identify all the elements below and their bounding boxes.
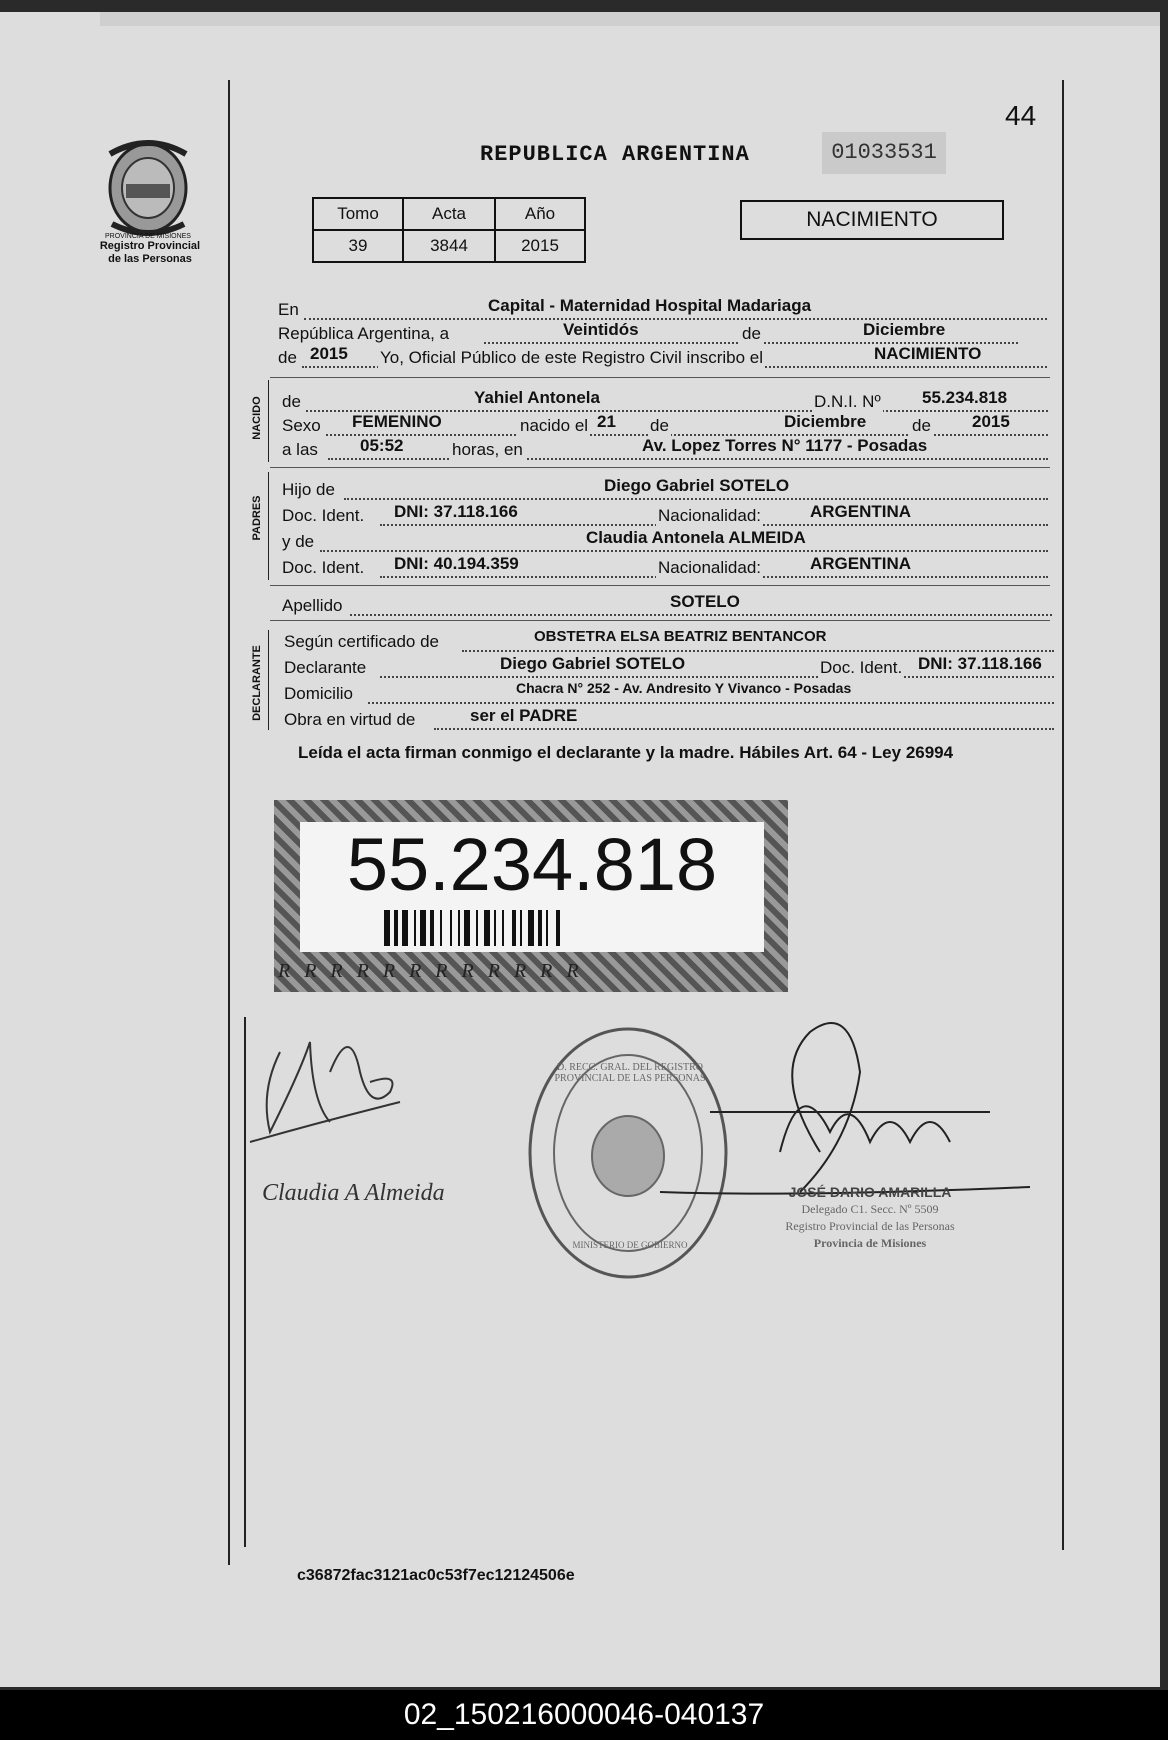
seal-outer-text: D. RECC. GRAL. DEL REGISTRO PROVINCIAL DE LAS PERSONAS: [554, 1062, 706, 1084]
barcode-bar: [458, 910, 460, 946]
doc-label: Doc. Ident.: [282, 558, 365, 577]
barcode-bar: [494, 910, 496, 946]
official-title-line4: Provincia de Misiones: [813, 1236, 927, 1250]
record-table-header: Año: [495, 198, 585, 230]
barcode-bar: [440, 910, 442, 946]
padres-side-label: PADRES: [251, 495, 263, 541]
domicilio-value: Chacra N° 252 - Av. Andresito Y Vivanco - Posadas: [516, 680, 852, 696]
emblem-lettering: PROVINCIA DE MISIONES: [105, 233, 191, 239]
barcode-bar: [546, 910, 548, 946]
barcode-bar: [384, 910, 390, 946]
barcode-bar: [464, 910, 470, 946]
obra-label: Obra en virtud de: [284, 710, 416, 729]
emblem-caption: [80, 240, 220, 266]
month-value: Diciembre: [863, 320, 946, 339]
barcode-bar: [394, 910, 398, 946]
emblem-caption-line1: Registro Provincial: [99, 240, 201, 252]
de-label: de: [912, 416, 931, 435]
year-value: 2015: [310, 344, 348, 363]
barcode-bars: [384, 910, 684, 946]
barcode-bar: [528, 910, 534, 946]
mother-name: Claudia Antonela ALMEIDA: [586, 528, 806, 547]
section-divider: [270, 585, 1050, 586]
father-nationality: ARGENTINA: [810, 502, 912, 521]
section-divider: [270, 467, 1050, 468]
serial-number: 01033531: [822, 132, 946, 174]
hijo-label: Hijo de: [282, 480, 335, 499]
nacido-bracket: [268, 380, 269, 462]
left-margin-line: [228, 80, 230, 1565]
document-page: [0, 12, 1160, 1687]
child-dni: 55.234.818: [922, 388, 1008, 407]
doc-label: Doc. Ident.: [282, 506, 365, 525]
nacido-side-label: NACIDO: [251, 396, 263, 440]
mother-nationality: ARGENTINA: [810, 554, 912, 573]
domicilio-row: [284, 680, 1054, 710]
padres-bracket: [268, 472, 269, 580]
footer-id-bar: 02_150216000046-040137: [0, 1690, 1168, 1740]
domicilio-label: Domicilio: [284, 684, 353, 703]
barcode-bar: [430, 910, 434, 946]
dni-label: D.N.I. Nº: [814, 392, 881, 411]
document-hash: c36872fac3121ac0c53f7ec12124506e: [297, 1567, 575, 1584]
apellido-row: [282, 592, 1052, 622]
record-table-header-row: [313, 198, 585, 230]
nacionalidad-label: Nacionalidad:: [658, 506, 762, 525]
barcode-label: [274, 800, 788, 992]
seal-inner-text: MINISTERIO DE GOBIERNO: [572, 1240, 688, 1250]
republic-label: República Argentina, a: [278, 324, 450, 343]
declarante-doc: DNI: 37.118.166: [918, 654, 1042, 673]
barcode-number: 55.234.818: [346, 823, 718, 906]
official-signature: [650, 1012, 1050, 1212]
barcode-bar: [502, 910, 504, 946]
barcode-bar: [450, 910, 452, 946]
record-table-header: Tomo: [313, 198, 403, 230]
record-table-cell: 2015: [495, 230, 585, 262]
birth-month: Diciembre: [784, 412, 867, 431]
closing-text: Leída el acta firman conmigo el declarante y la madre. Hábiles Art. 64 - Ley 26994: [298, 743, 954, 762]
birth-address: Av. Lopez Torres N° 1177 - Posadas: [642, 436, 928, 455]
record-table-header: Acta: [403, 198, 495, 230]
barcode-bar: [484, 910, 490, 946]
intro-inscribo-row: [278, 344, 1048, 374]
barcode-bar: [402, 910, 408, 946]
sexo-value: FEMENINO: [352, 412, 442, 431]
day-value: Veintidós: [563, 320, 639, 339]
birth-year: 2015: [972, 412, 1010, 431]
emblem-caption-line2: de las Personas: [108, 253, 192, 265]
barcode-bar: [512, 910, 516, 946]
section-divider: [270, 620, 1050, 621]
act-word: NACIMIENTO: [874, 344, 982, 363]
barcode-bar: [556, 910, 560, 946]
barcode-bar: [520, 910, 522, 946]
child-name: Yahiel Antonela: [474, 388, 600, 407]
record-table: [312, 197, 586, 263]
de-label: de: [282, 392, 301, 411]
en-label: En: [278, 300, 299, 319]
apellido-value: SOTELO: [670, 592, 740, 611]
birth-day: 21: [597, 412, 616, 431]
birth-time: 05:52: [360, 436, 404, 455]
cert-label: Según certificado de: [284, 632, 439, 651]
barcode-bar: [538, 910, 542, 946]
document-title: REPUBLICA ARGENTINA: [480, 142, 750, 167]
section-divider: [270, 377, 1050, 378]
place-value: Capital - Maternidad Hospital Madariaga: [488, 296, 812, 315]
barcode-bar: [476, 910, 478, 946]
apellido-label: Apellido: [282, 596, 343, 615]
declarante-bracket: [268, 630, 269, 730]
page-number: 44: [1005, 100, 1037, 131]
record-table-value-row: [313, 230, 585, 262]
official-name: JOSÉ DARIO AMARILLA: [788, 1184, 952, 1200]
horas-label: horas, en: [452, 440, 523, 459]
right-margin-line: [1062, 80, 1064, 1550]
mother-doc: DNI: 40.194.359: [394, 554, 519, 573]
nacido-time-row: [282, 436, 1048, 466]
alas-label: a las: [282, 440, 318, 459]
sexo-label: Sexo: [282, 416, 321, 435]
nacionalidad-label: Nacionalidad:: [658, 558, 762, 577]
doc-label: Doc. Ident.: [820, 658, 903, 677]
padres-mother-doc-row: [282, 554, 1048, 584]
barcode-r-strip: RRRRRRRRRRRR: [278, 960, 593, 982]
declarante-name: Diego Gabriel SOTELO: [500, 654, 686, 673]
yde-label: y de: [282, 532, 315, 551]
de-label: de: [278, 348, 297, 367]
page-top-edge: [100, 12, 1160, 26]
father-doc: DNI: 37.118.166: [394, 502, 518, 521]
barcode-bar: [420, 910, 426, 946]
de-label: de: [650, 416, 669, 435]
official-title-line3: Registro Provincial de las Personas: [785, 1219, 955, 1233]
act-type-box: NACIMIENTO: [740, 200, 1004, 240]
record-table-cell: 39: [313, 230, 403, 262]
inscribo-text: Yo, Oficial Público de este Registro Civil inscribo el: [380, 348, 763, 367]
de-label: de: [742, 324, 761, 343]
record-table-cell: 3844: [403, 230, 495, 262]
nacido-label: nacido el: [520, 416, 589, 435]
declarante-signature: [240, 1012, 410, 1162]
official-title-line2: Delegado C1. Secc. Nº 5509: [801, 1202, 939, 1216]
barcode-bar: [414, 910, 416, 946]
father-name: Diego Gabriel SOTELO: [604, 476, 790, 495]
declarante-side-label: DECLARANTE: [251, 645, 263, 721]
declarante-label: Declarante: [284, 658, 367, 677]
obra-value: ser el PADRE: [470, 706, 578, 725]
barcode-inner: [300, 822, 764, 952]
mother-signature: Claudia A Almeida: [262, 1180, 445, 1206]
provincial-emblem-icon: [100, 134, 196, 239]
obra-row: [284, 706, 1054, 736]
cert-value: OBSTETRA ELSA BEATRIZ BENTANCOR: [534, 628, 827, 645]
